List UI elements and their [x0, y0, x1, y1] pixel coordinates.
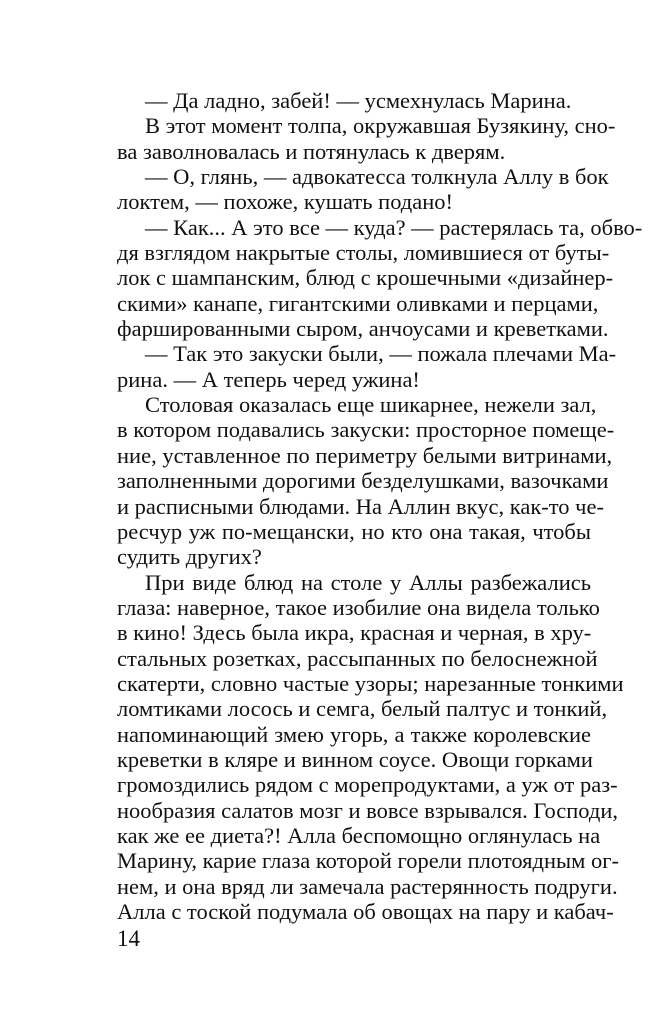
text-line: ние, уставленное по периметру белыми витринами, [117, 442, 613, 468]
text-line: в кино! Здесь была икра, красная и черная, в хру- [117, 620, 592, 646]
text-line: — Так это закуски были, — пожала плечами Ма- [145, 341, 617, 367]
text-line: дя взглядом накрытые столы, ломившиеся от буты- [117, 240, 610, 266]
text-line: ва заволновалась и потянулась к дверям. [117, 138, 506, 164]
text-line: При виде блюд на столе у Аллы разбежались [145, 569, 591, 595]
text-line: и расписными блюдами. На Аллин вкус, как-то че- [117, 493, 604, 519]
text-line: — Да ладно, забей! — усмехнулась Марина. [145, 88, 572, 113]
text-line: ресчур уж по-мещански, но кто она такая, чтобы [117, 518, 591, 544]
text-line: как же ее диета?! Алла беспомощно оглянулась на [117, 822, 601, 848]
text-line: скатерти, словно частые узоры; нарезанные тонкими [117, 670, 624, 696]
text-line: фаршированными сыром, анчоусами и креветками. [117, 316, 609, 342]
text-line: В этот момент толпа, окружавшая Бузякину, сно- [145, 113, 616, 139]
text-line: Столовая оказалась еще шикарнее, нежели зал, [145, 392, 597, 418]
text-line: заполненными дорогими безделушками, вазочками [117, 468, 609, 494]
text-line: локтем, — похоже, кушать подано! [117, 189, 454, 215]
text-line: судить других? [117, 544, 262, 570]
text-line: креветки в кляре и винном соусе. Овощи горками [117, 746, 593, 772]
text-line: рина. — А теперь черед ужина! [117, 366, 420, 392]
text-line: лок с шампанским, блюд с крошечными «дизайнер- [117, 265, 614, 291]
page-number: 14 [117, 926, 140, 951]
text-line: — Как... А это все — куда? — растерялась та, обво- [145, 214, 643, 240]
text-line: в котором подавались закуски: просторное помеще- [117, 417, 615, 443]
text-line: стальных розетках, рассыпанных по белоснежной [117, 645, 598, 671]
text-line: нообразия салатов мозг и вовсе взрывался. Господи, [117, 797, 619, 823]
text-line: ломтиками лосось и семга, белый палтус и тонкий, [117, 696, 608, 722]
text-line: глаза: наверное, такое изобилие она видела только [117, 594, 600, 620]
text-line: — О, глянь, — адвокатесса толкнула Аллу в бок [145, 164, 609, 190]
text-line: нем, и она вряд ли замечала растерянность подруги. [117, 873, 618, 899]
text-line: скими» канапе, гигантскими оливками и перцами, [117, 290, 599, 316]
body-text [117, 88, 643, 924]
text-line: Марину, карие глаза которой горели плотоядным ог- [117, 848, 619, 874]
text-line: напоминающий змею угорь, а также королевские [117, 721, 591, 747]
text-line: громоздились рядом с морепродуктами, а уж от раз- [117, 772, 618, 798]
text-line: Алла с тоской подумала об овощах на пару и кабач- [117, 899, 614, 924]
